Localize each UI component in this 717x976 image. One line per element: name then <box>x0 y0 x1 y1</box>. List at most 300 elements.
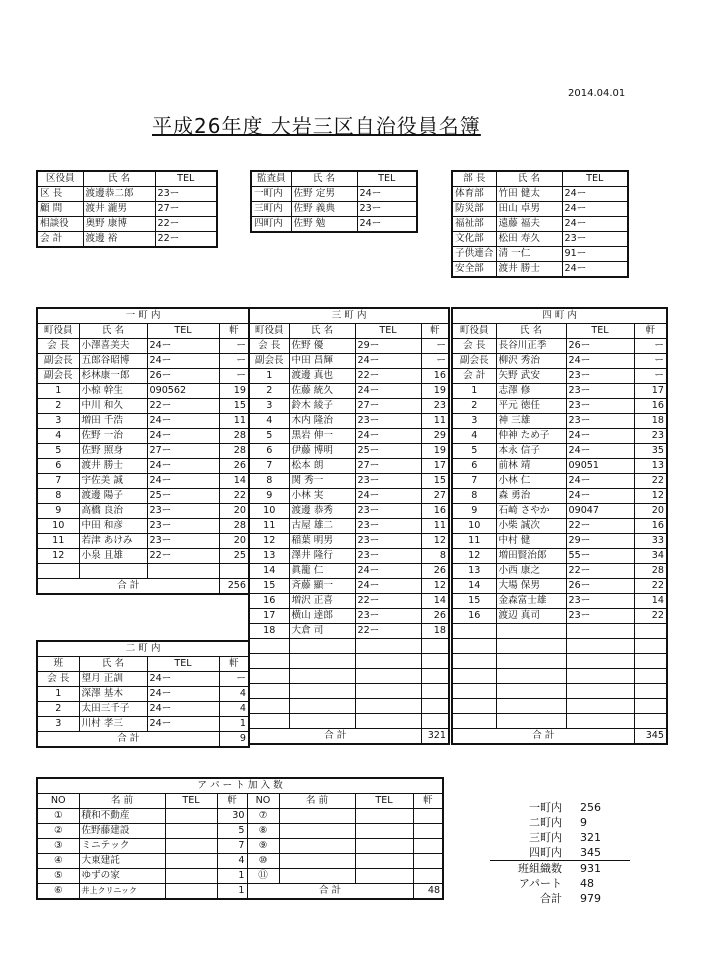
tel-cell: 23ー <box>566 594 634 609</box>
tel-cell: 24ー <box>355 429 421 444</box>
count-cell: 30 <box>217 809 247 824</box>
no-cell: ⑩ <box>247 854 279 869</box>
name-cell: 柳沢 秀治 <box>496 354 566 369</box>
count-cell <box>413 824 443 839</box>
cho-title-row <box>37 308 249 324</box>
header-row <box>251 171 417 187</box>
no-cell: ⑥ <box>37 884 79 900</box>
header-cell: 部 長 <box>452 171 496 187</box>
name-cell: ゆずの家 <box>79 869 165 884</box>
name-cell: 井上クリニック <box>79 884 165 900</box>
tel-cell: 22ー <box>355 624 421 639</box>
role-cell: 17 <box>249 609 289 624</box>
count-cell: 28 <box>219 429 249 444</box>
name-cell: 小椋 幹生 <box>79 384 147 399</box>
count-cell: 22 <box>634 579 667 594</box>
name-cell: 川村 孝三 <box>79 717 147 732</box>
name-cell: 森 勇治 <box>496 489 566 504</box>
tel-cell: 22ー <box>155 217 217 232</box>
table-row <box>249 624 449 639</box>
tel-cell: 25ー <box>147 489 219 504</box>
count-cell: 4 <box>219 687 249 702</box>
count-cell: ー <box>219 339 249 354</box>
header-cell: 町役員 <box>249 324 289 339</box>
count-cell: ー <box>634 369 667 384</box>
empty-cell <box>566 654 634 669</box>
header-cell: 区役員 <box>37 171 83 187</box>
empty-cell <box>355 639 421 654</box>
empty-cell <box>452 624 496 639</box>
summary-row <box>490 800 630 815</box>
header-cell: 氏 名 <box>496 171 562 187</box>
header-cell: 名 前 <box>79 794 165 809</box>
tel-cell: 23ー <box>355 549 421 564</box>
name-cell: 松田 寿久 <box>496 232 562 247</box>
tel-cell: 24ー <box>355 579 421 594</box>
name-cell: 佐藤 統久 <box>289 384 355 399</box>
table-row <box>249 609 449 624</box>
name-cell: 太田三千子 <box>79 702 147 717</box>
role-cell: 15 <box>249 579 289 594</box>
empty-row <box>249 714 449 729</box>
header-cell: TEL <box>165 794 217 809</box>
name-cell: 佐野 優 <box>289 339 355 354</box>
tel-cell <box>165 884 217 900</box>
name-cell: 渡邊恭二郎 <box>83 187 155 202</box>
table-row <box>452 594 667 609</box>
role-cell: 7 <box>452 474 496 489</box>
name-cell: 渡邊 裕 <box>83 232 155 248</box>
empty-cell <box>452 699 496 714</box>
empty-row <box>452 699 667 714</box>
tel-cell: 91ー <box>562 247 628 262</box>
empty-cell <box>634 684 667 699</box>
count-cell: 20 <box>219 504 249 519</box>
summary-label: 班組織数 <box>518 862 562 875</box>
total-value: 256 <box>219 579 249 595</box>
tel-cell: 26ー <box>147 369 219 384</box>
role-cell: 区 長 <box>37 187 83 202</box>
count-cell: 4 <box>217 854 247 869</box>
role-cell: 会 長 <box>249 339 289 354</box>
header-cell: 班 <box>37 657 79 672</box>
name-cell: 中川 和久 <box>79 399 147 414</box>
count-cell: 25 <box>219 549 249 564</box>
table-row <box>37 429 249 444</box>
document-date: 2014.04.01 <box>568 88 626 99</box>
count-cell: 4 <box>219 702 249 717</box>
table-row <box>251 187 417 202</box>
tel-cell <box>165 869 217 884</box>
empty-cell <box>421 639 449 654</box>
header-cell: 軒 <box>413 794 443 809</box>
summary-value: 321 <box>580 831 601 844</box>
name-cell: 渡邊 恭秀 <box>289 504 355 519</box>
name-cell: 佐野 勉 <box>291 217 357 233</box>
name-cell <box>279 854 355 869</box>
role-cell: 三町内 <box>251 202 291 217</box>
table-row <box>37 384 249 399</box>
empty-cell <box>249 699 289 714</box>
empty-row <box>452 639 667 654</box>
name-cell: 長谷川正季 <box>496 339 566 354</box>
tel-cell: 24ー <box>147 672 219 687</box>
name-cell: 増沢 正喜 <box>289 594 355 609</box>
role-cell: 四町内 <box>251 217 291 233</box>
empty-cell <box>452 684 496 699</box>
summary-value: 9 <box>580 816 587 829</box>
empty-cell <box>496 714 566 729</box>
header-row <box>37 657 249 672</box>
header-cell: 軒 <box>634 324 667 339</box>
role-cell: 2 <box>37 702 79 717</box>
role-cell: 14 <box>249 564 289 579</box>
summary-value: 48 <box>580 877 594 890</box>
empty-cell <box>566 639 634 654</box>
count-cell: 35 <box>634 444 667 459</box>
name-cell <box>279 869 355 884</box>
empty-cell <box>496 654 566 669</box>
table-row <box>452 232 628 247</box>
tel-cell: 23ー <box>355 474 421 489</box>
empty-cell <box>249 714 289 729</box>
empty-cell <box>355 654 421 669</box>
cho1-table <box>36 307 250 595</box>
tel-cell: 23ー <box>355 519 421 534</box>
tel-cell: 23ー <box>147 519 219 534</box>
empty-cell <box>566 684 634 699</box>
name-cell: 斉藤 顯一 <box>289 579 355 594</box>
tel-cell: 24ー <box>357 217 417 233</box>
summary-label: 二町内 <box>529 816 562 829</box>
name-cell: 金森富士雄 <box>496 594 566 609</box>
count-cell: 1 <box>217 869 247 884</box>
count-cell: 16 <box>634 519 667 534</box>
count-cell: 13 <box>634 459 667 474</box>
name-cell: 小西 康之 <box>496 564 566 579</box>
header-cell: 氏 名 <box>83 171 155 187</box>
summary-value: 256 <box>580 801 601 814</box>
kuyakuin-table <box>36 170 218 248</box>
count-cell: 19 <box>421 444 449 459</box>
name-cell: ミニテック <box>79 839 165 854</box>
count-cell: ー <box>421 354 449 369</box>
empty-cell <box>452 669 496 684</box>
total-value: 9 <box>219 732 249 748</box>
header-row <box>37 171 217 187</box>
role-cell: 副会長 <box>37 369 79 384</box>
tel-cell: 24ー <box>355 564 421 579</box>
tel-cell: 23ー <box>355 504 421 519</box>
header-row <box>452 324 667 339</box>
name-cell: 小林 実 <box>289 489 355 504</box>
summary-row <box>490 876 630 891</box>
summary-value: 931 <box>580 862 601 875</box>
table-row <box>249 504 449 519</box>
name-cell: 渡井 瀧男 <box>83 202 155 217</box>
name-cell <box>279 839 355 854</box>
no-cell: ⑦ <box>247 809 279 824</box>
name-cell: 杉林康一郎 <box>79 369 147 384</box>
empty-row <box>249 669 449 684</box>
tel-cell: 27ー <box>147 444 219 459</box>
cho4-table <box>451 307 668 745</box>
name-cell: 横山 達郎 <box>289 609 355 624</box>
header-cell: TEL <box>355 324 421 339</box>
tel-cell: 27ー <box>355 459 421 474</box>
tel-cell: 23ー <box>566 414 634 429</box>
name-cell: 遠藤 福夫 <box>496 217 562 232</box>
table-row <box>452 444 667 459</box>
role-cell: 福祉部 <box>452 217 496 232</box>
table-row <box>452 399 667 414</box>
count-cell: 1 <box>217 884 247 900</box>
name-cell: 大倉 司 <box>289 624 355 639</box>
table-row <box>37 549 249 564</box>
role-cell: 3 <box>37 717 79 732</box>
table-row <box>37 869 443 884</box>
tel-cell: 24ー <box>147 429 219 444</box>
empty-cell <box>496 669 566 684</box>
count-cell: ー <box>219 672 249 687</box>
empty-cell <box>566 699 634 714</box>
empty-row <box>249 699 449 714</box>
tel-cell: 29ー <box>566 534 634 549</box>
table-row <box>37 809 443 824</box>
cho-title-row <box>37 641 249 657</box>
table-row <box>452 429 667 444</box>
empty-row <box>452 684 667 699</box>
role-cell: 8 <box>452 489 496 504</box>
role-cell: 文化部 <box>452 232 496 247</box>
role-cell: 8 <box>249 474 289 489</box>
role-cell: 13 <box>452 564 496 579</box>
tel-cell: 24ー <box>147 414 219 429</box>
empty-row <box>452 654 667 669</box>
table-row <box>452 579 667 594</box>
empty-cell <box>496 684 566 699</box>
empty-cell <box>452 714 496 729</box>
table-row <box>452 369 667 384</box>
table-row <box>249 564 449 579</box>
role-cell: 1 <box>37 687 79 702</box>
header-cell: TEL <box>566 324 634 339</box>
table-row <box>452 564 667 579</box>
name-cell <box>279 824 355 839</box>
total-label: 合 計 <box>452 729 634 745</box>
table-row <box>249 369 449 384</box>
role-cell: 9 <box>452 504 496 519</box>
tel-cell: 23ー <box>566 609 634 624</box>
role-cell: 12 <box>249 534 289 549</box>
name-cell: 神 三雄 <box>496 414 566 429</box>
table-row <box>37 854 443 869</box>
table-row <box>37 884 443 900</box>
header-cell: 氏 名 <box>496 324 566 339</box>
header-row <box>452 171 628 187</box>
header-cell: 軒 <box>217 794 247 809</box>
count-cell <box>413 839 443 854</box>
name-cell: 佐野藤建設 <box>79 824 165 839</box>
header-cell: NO <box>247 794 279 809</box>
empty-cell <box>421 669 449 684</box>
empty-cell <box>634 714 667 729</box>
no-cell: ⑧ <box>247 824 279 839</box>
role-cell: 6 <box>249 444 289 459</box>
name-cell: 本永 信子 <box>496 444 566 459</box>
name-cell: 黒岩 伸一 <box>289 429 355 444</box>
table-row <box>249 579 449 594</box>
table-row <box>452 339 667 354</box>
role-cell: 9 <box>249 489 289 504</box>
role-cell: 11 <box>37 534 79 549</box>
name-cell: 眞籠 仁 <box>289 564 355 579</box>
table-row <box>452 459 667 474</box>
table-row <box>37 687 249 702</box>
role-cell: 1 <box>452 384 496 399</box>
name-cell: 増田賢治郎 <box>496 549 566 564</box>
role-cell: 14 <box>452 579 496 594</box>
name-cell: 渡邊 真也 <box>289 369 355 384</box>
header-cell: TEL <box>155 171 217 187</box>
table-row <box>452 489 667 504</box>
tel-cell: 25ー <box>355 444 421 459</box>
empty-cell <box>452 639 496 654</box>
role-cell: 5 <box>249 429 289 444</box>
table-row <box>37 414 249 429</box>
count-cell <box>413 869 443 884</box>
tel-cell: 29ー <box>355 339 421 354</box>
count-cell: 15 <box>219 399 249 414</box>
name-cell: 田山 卓男 <box>496 202 562 217</box>
empty-cell <box>289 654 355 669</box>
name-cell: 鈴木 綾子 <box>289 399 355 414</box>
tel-cell: 23ー <box>566 369 634 384</box>
name-cell: 佐野 定男 <box>291 187 357 202</box>
tel-cell: 23ー <box>566 384 634 399</box>
apart-table <box>36 777 444 900</box>
table-row <box>249 429 449 444</box>
name-cell: 渡井 勝士 <box>496 262 562 278</box>
tel-cell: 24ー <box>562 262 628 278</box>
table-row <box>37 839 443 854</box>
empty-row <box>452 714 667 729</box>
role-cell: 会 計 <box>37 232 83 248</box>
tel-cell: 23ー <box>566 399 634 414</box>
name-cell: 古屋 雄二 <box>289 519 355 534</box>
count-cell: ー <box>634 339 667 354</box>
no-cell: ⑤ <box>37 869 79 884</box>
tel-cell: 26ー <box>566 339 634 354</box>
tel-cell: 24ー <box>147 717 219 732</box>
role-cell: 4 <box>37 429 79 444</box>
count-cell: 17 <box>421 459 449 474</box>
empty-cell <box>566 669 634 684</box>
name-cell: 松本 朗 <box>289 459 355 474</box>
count-cell: 8 <box>421 549 449 564</box>
empty-cell <box>634 639 667 654</box>
summary-row <box>490 815 630 830</box>
tel-cell: 24ー <box>355 354 421 369</box>
table-row <box>37 232 217 248</box>
empty-row <box>249 684 449 699</box>
cho2-table <box>36 640 250 748</box>
empty-cell <box>289 669 355 684</box>
table-row <box>452 519 667 534</box>
header-cell: 氏 名 <box>289 324 355 339</box>
empty-cell <box>452 654 496 669</box>
count-cell: 22 <box>219 489 249 504</box>
tel-cell: 24ー <box>355 384 421 399</box>
role-cell: 13 <box>249 549 289 564</box>
kansa-table <box>250 170 418 233</box>
empty-cell <box>219 564 249 579</box>
count-cell: 23 <box>634 429 667 444</box>
tel-cell <box>355 824 413 839</box>
total-label: 合 計 <box>249 729 421 745</box>
name-cell: 木内 隆治 <box>289 414 355 429</box>
role-cell: 安全部 <box>452 262 496 278</box>
role-cell: 防災部 <box>452 202 496 217</box>
header-row <box>37 794 443 809</box>
no-cell: ⑨ <box>247 839 279 854</box>
header-cell: 軒 <box>421 324 449 339</box>
count-cell: 20 <box>634 504 667 519</box>
table-row <box>37 504 249 519</box>
header-cell: 名 前 <box>279 794 355 809</box>
no-cell: ② <box>37 824 79 839</box>
empty-cell <box>421 654 449 669</box>
tel-cell: 09051 <box>566 459 634 474</box>
role-cell: 1 <box>37 384 79 399</box>
table-row <box>452 534 667 549</box>
count-cell: 19 <box>421 384 449 399</box>
name-cell: 前林 靖 <box>496 459 566 474</box>
table-row <box>37 369 249 384</box>
table-row <box>251 217 417 233</box>
tel-cell: 24ー <box>562 187 628 202</box>
count-cell: 14 <box>421 594 449 609</box>
tel-cell: 27ー <box>355 399 421 414</box>
tel-cell: 24ー <box>147 339 219 354</box>
name-cell: 小柴 誠次 <box>496 519 566 534</box>
role-cell: 6 <box>452 459 496 474</box>
total-row <box>452 729 667 745</box>
role-cell: 10 <box>452 519 496 534</box>
name-cell: 渡井 勝士 <box>79 459 147 474</box>
empty-cell <box>249 669 289 684</box>
tel-cell: 22ー <box>566 564 634 579</box>
empty-cell <box>249 654 289 669</box>
table-row <box>37 519 249 534</box>
cho-title: 一 町 内 <box>37 308 249 324</box>
cho-title-row <box>452 308 667 324</box>
table-row <box>37 444 249 459</box>
table-row <box>249 354 449 369</box>
table-row <box>452 247 628 262</box>
role-cell: 8 <box>37 489 79 504</box>
table-row <box>37 474 249 489</box>
role-cell: 12 <box>37 549 79 564</box>
empty-cell <box>355 714 421 729</box>
table-row <box>37 702 249 717</box>
header-row <box>249 324 449 339</box>
table-row <box>249 519 449 534</box>
header-cell: TEL <box>562 171 628 187</box>
total-row <box>37 732 249 748</box>
table-row <box>452 384 667 399</box>
count-cell: 26 <box>421 609 449 624</box>
